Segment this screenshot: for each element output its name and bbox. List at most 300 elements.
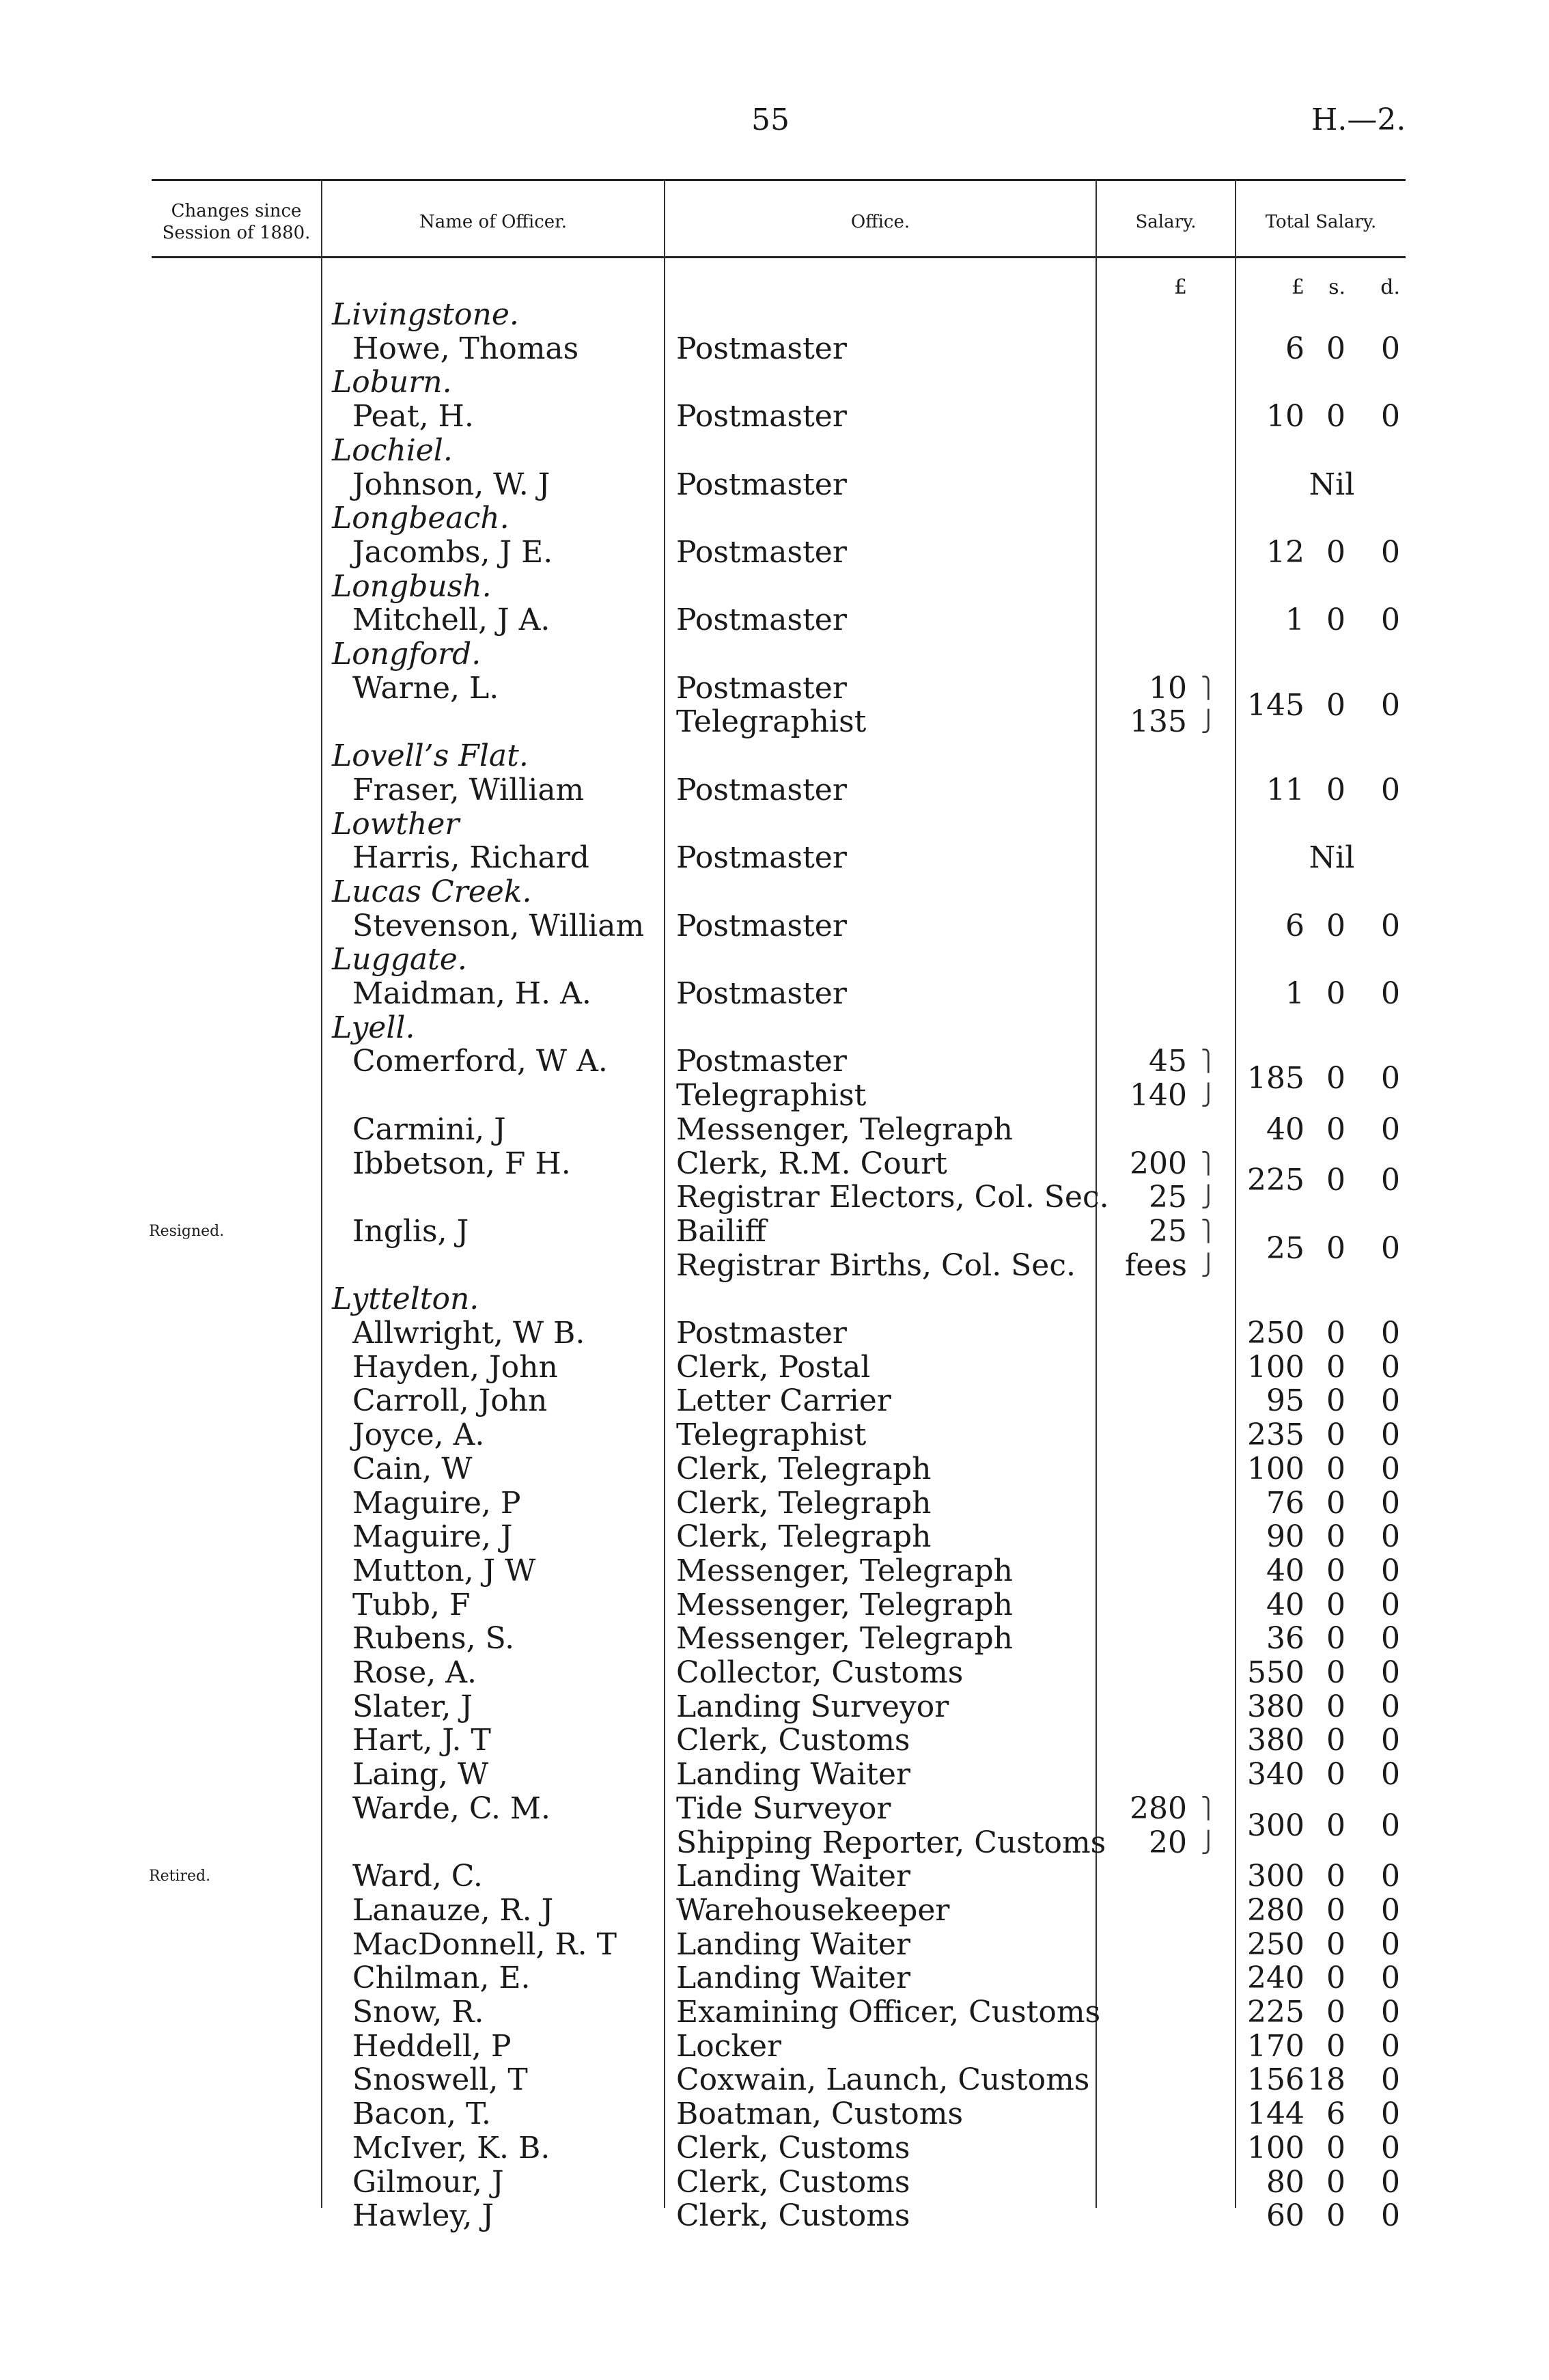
officer-name: Hayden, John bbox=[352, 1349, 558, 1385]
locality-heading bbox=[0, 298, 1549, 332]
total-pounds: 100 bbox=[1247, 1349, 1304, 1385]
officer-name: Maidman, H. A. bbox=[352, 976, 591, 1011]
officer-name: Harris, Richard bbox=[352, 840, 589, 876]
total-pence: 0 bbox=[1381, 1689, 1400, 1724]
locality-name: Longbeach. bbox=[332, 501, 510, 536]
brace-mark: ⎭ bbox=[1201, 1083, 1216, 1108]
total-pence: 0 bbox=[1381, 1553, 1400, 1588]
officer-name: Fraser, William bbox=[352, 772, 585, 807]
office-title: Collector, Customs bbox=[676, 1655, 964, 1690]
office-title: Examining Officer, Customs bbox=[676, 1995, 1101, 2030]
office-title: Registrar Electors, Col. Sec. bbox=[676, 1180, 1109, 1215]
officer-name: Carmini, J bbox=[352, 1111, 506, 1147]
column-header-office: Office. bbox=[850, 211, 910, 232]
locality-heading bbox=[0, 943, 1549, 977]
total-pounds: 300 bbox=[1247, 1859, 1304, 1894]
locality-name: Longford. bbox=[332, 637, 482, 672]
office-title: Messenger, Telegraph bbox=[676, 1553, 1014, 1588]
officer-name: Allwright, W B. bbox=[352, 1316, 585, 1351]
salary-value: 25 bbox=[1149, 1213, 1187, 1249]
salary-value: 135 bbox=[1130, 704, 1187, 740]
table-row bbox=[0, 1758, 1549, 1792]
total-shillings: 0 bbox=[1326, 1757, 1345, 1793]
total-pounds: 6 bbox=[1285, 908, 1304, 943]
locality-heading bbox=[0, 807, 1549, 842]
office-title: Postmaster bbox=[676, 399, 847, 434]
office-title: Boatman, Customs bbox=[676, 2097, 964, 2132]
office-title: Landing Surveyor bbox=[676, 1689, 949, 1724]
total-shillings: 0 bbox=[1326, 2198, 1345, 2234]
total-shillings: 0 bbox=[1326, 1316, 1345, 1351]
salary-value: fees bbox=[1125, 1247, 1187, 1283]
table-row bbox=[0, 1894, 1549, 1928]
locality-name: Longbush. bbox=[332, 568, 492, 604]
locality-name: Livingstone. bbox=[332, 297, 519, 332]
total-shillings: 0 bbox=[1326, 2028, 1345, 2064]
table-header-rule bbox=[152, 256, 1406, 258]
total-pence: 0 bbox=[1381, 603, 1400, 638]
total-shillings: 0 bbox=[1326, 1621, 1345, 1657]
total-shillings: 0 bbox=[1326, 1587, 1345, 1622]
column-header-total: Total Salary. bbox=[1265, 211, 1377, 232]
office-title: Telegraphist bbox=[676, 1417, 867, 1453]
total-nil: Nil bbox=[1309, 467, 1355, 502]
page-number: 55 bbox=[751, 102, 790, 137]
table-row bbox=[0, 1995, 1549, 2030]
total-pounds: 40 bbox=[1266, 1111, 1304, 1147]
officer-name: Hawley, J bbox=[352, 2198, 494, 2234]
total-pounds: 1 bbox=[1285, 976, 1304, 1011]
office-title: Telegraphist bbox=[676, 704, 867, 740]
table-row bbox=[0, 1418, 1549, 1452]
total-shillings: 0 bbox=[1326, 1383, 1345, 1419]
table-row bbox=[0, 536, 1549, 570]
total-shillings: 0 bbox=[1326, 1061, 1345, 1096]
total-pounds: 25 bbox=[1266, 1230, 1304, 1266]
total-pence: 0 bbox=[1381, 2130, 1400, 2165]
locality-heading bbox=[0, 365, 1549, 400]
office-title: Tide Surveyor bbox=[676, 1790, 891, 1826]
table-row bbox=[0, 1351, 1549, 1385]
total-pounds: 240 bbox=[1247, 1961, 1304, 1996]
total-shillings: 0 bbox=[1326, 1859, 1345, 1894]
table-row bbox=[0, 1316, 1549, 1351]
table-row bbox=[0, 2063, 1549, 2097]
total-pounds: 90 bbox=[1266, 1519, 1304, 1555]
locality-heading bbox=[0, 875, 1549, 909]
brace-mark: ⎫ bbox=[1201, 1219, 1216, 1243]
total-shillings: 0 bbox=[1326, 1230, 1345, 1266]
total-pence: 0 bbox=[1381, 1859, 1400, 1894]
officer-name: Laing, W bbox=[352, 1757, 489, 1793]
total-pounds: 76 bbox=[1266, 1485, 1304, 1521]
total-shillings: 0 bbox=[1326, 1689, 1345, 1724]
officer-name: Ibbetson, F H. bbox=[352, 1146, 571, 1181]
office-title: Clerk, Telegraph bbox=[676, 1519, 932, 1555]
table-row bbox=[0, 1792, 1549, 1826]
officer-name: Jacombs, J E. bbox=[352, 534, 553, 570]
office-title: Letter Carrier bbox=[676, 1383, 891, 1419]
table-row bbox=[0, 672, 1549, 706]
total-pounds: 80 bbox=[1266, 2164, 1304, 2200]
total-pence: 0 bbox=[1381, 534, 1400, 570]
officer-name: Howe, Thomas bbox=[352, 331, 579, 366]
total-shillings: 0 bbox=[1326, 1995, 1345, 2030]
total-pence: 0 bbox=[1381, 976, 1400, 1011]
table-row bbox=[0, 2097, 1549, 2131]
table-row bbox=[0, 1622, 1549, 1656]
total-shillings: 0 bbox=[1326, 687, 1345, 723]
total-pounds: 10 bbox=[1266, 399, 1304, 434]
total-pence: 0 bbox=[1381, 399, 1400, 434]
total-shillings: 0 bbox=[1326, 331, 1345, 366]
officer-name: Johnson, W. J bbox=[352, 467, 550, 502]
pounds-unit: £ bbox=[1291, 275, 1304, 299]
office-title: Warehousekeeper bbox=[676, 1892, 950, 1928]
change-note: Resigned. bbox=[149, 1222, 225, 1240]
office-title: Clerk, Customs bbox=[676, 2164, 910, 2200]
total-shillings: 0 bbox=[1326, 772, 1345, 807]
total-pounds: 1 bbox=[1285, 603, 1304, 638]
total-pounds: 100 bbox=[1247, 1451, 1304, 1486]
table-row bbox=[0, 1554, 1549, 1588]
locality-heading bbox=[0, 637, 1549, 672]
column-header-salary: Salary. bbox=[1135, 211, 1197, 232]
office-title: Postmaster bbox=[676, 1044, 847, 1079]
total-pounds: 11 bbox=[1266, 772, 1304, 807]
table-row bbox=[0, 2030, 1549, 2064]
total-pence: 0 bbox=[1381, 1519, 1400, 1555]
total-pounds: 36 bbox=[1266, 1621, 1304, 1657]
officer-name: Rose, A. bbox=[352, 1655, 477, 1690]
total-pounds: 225 bbox=[1247, 1163, 1304, 1198]
brace-mark: ⎫ bbox=[1201, 1796, 1216, 1821]
total-shillings: 0 bbox=[1326, 1163, 1345, 1198]
locality-heading bbox=[0, 434, 1549, 468]
table-row bbox=[0, 1656, 1549, 1690]
total-pounds: 170 bbox=[1247, 2028, 1304, 2064]
total-pence: 0 bbox=[1381, 2028, 1400, 2064]
total-pounds: 380 bbox=[1247, 1723, 1304, 1758]
total-shillings: 0 bbox=[1326, 1451, 1345, 1486]
salary-value: 140 bbox=[1130, 1078, 1187, 1113]
total-pence: 0 bbox=[1381, 1757, 1400, 1793]
locality-name: Lovell’s Flat. bbox=[332, 738, 529, 774]
officer-name: Chilman, E. bbox=[352, 1961, 531, 1996]
locality-name: Lochiel. bbox=[332, 432, 453, 468]
total-pence: 0 bbox=[1381, 1061, 1400, 1096]
office-title: Postmaster bbox=[676, 908, 847, 943]
change-note: Retired. bbox=[149, 1868, 211, 1885]
table-row bbox=[0, 2131, 1549, 2165]
total-shillings: 6 bbox=[1326, 2097, 1345, 2132]
total-shillings: 0 bbox=[1326, 1553, 1345, 1588]
table-row bbox=[0, 1486, 1549, 1521]
total-pounds: 145 bbox=[1247, 687, 1304, 723]
total-pence: 0 bbox=[1381, 1723, 1400, 1758]
total-pence: 0 bbox=[1381, 687, 1400, 723]
office-title: Postmaster bbox=[676, 670, 847, 706]
brace-mark: ⎭ bbox=[1201, 710, 1216, 734]
office-title: Postmaster bbox=[676, 840, 847, 876]
office-title: Postmaster bbox=[676, 976, 847, 1011]
total-shillings: 18 bbox=[1307, 2062, 1345, 2098]
table-row bbox=[0, 2199, 1549, 2233]
office-title: Registrar Births, Col. Sec. bbox=[676, 1247, 1076, 1283]
total-pence: 0 bbox=[1381, 1926, 1400, 1962]
brace-mark: ⎭ bbox=[1201, 1185, 1216, 1210]
total-shillings: 0 bbox=[1326, 603, 1345, 638]
table-row bbox=[0, 1724, 1549, 1758]
table-row bbox=[0, 1690, 1549, 1724]
officer-name: Inglis, J bbox=[352, 1213, 469, 1249]
officer-name: Lanauze, R. J bbox=[352, 1892, 554, 1928]
locality-name: Lyttelton. bbox=[332, 1282, 479, 1317]
total-shillings: 0 bbox=[1326, 1111, 1345, 1147]
document-code: H.—2. bbox=[1311, 102, 1406, 137]
table-row bbox=[0, 1079, 1549, 1113]
table-top-rule bbox=[152, 179, 1406, 181]
table-row bbox=[0, 603, 1549, 637]
officer-name: Comerford, W A. bbox=[352, 1044, 608, 1079]
brace-mark: ⎭ bbox=[1201, 1830, 1216, 1855]
officer-name: Carroll, John bbox=[352, 1383, 548, 1419]
total-shillings: 0 bbox=[1326, 1349, 1345, 1385]
office-title: Postmaster bbox=[676, 772, 847, 807]
office-title: Landing Waiter bbox=[676, 1926, 910, 1962]
table-row bbox=[0, 1588, 1549, 1622]
total-nil: Nil bbox=[1309, 840, 1355, 876]
officer-name: McIver, K. B. bbox=[352, 2130, 550, 2165]
table-row bbox=[0, 400, 1549, 434]
table-row bbox=[0, 1384, 1549, 1418]
total-shillings: 0 bbox=[1326, 908, 1345, 943]
officer-name: Maguire, P bbox=[352, 1485, 521, 1521]
office-title: Clerk, Customs bbox=[676, 1723, 910, 1758]
total-pounds: 250 bbox=[1247, 1926, 1304, 1962]
office-title: Postmaster bbox=[676, 1316, 847, 1351]
table-row bbox=[0, 841, 1549, 875]
table-row bbox=[0, 909, 1549, 943]
total-shillings: 0 bbox=[1326, 1808, 1345, 1843]
table-row bbox=[0, 2165, 1549, 2200]
office-title: Postmaster bbox=[676, 603, 847, 638]
office-title: Messenger, Telegraph bbox=[676, 1587, 1014, 1622]
officer-name: Snoswell, T bbox=[352, 2062, 528, 2098]
total-shillings: 0 bbox=[1326, 2130, 1345, 2165]
total-pounds: 550 bbox=[1247, 1655, 1304, 1690]
salary-value: 10 bbox=[1149, 670, 1187, 706]
salary-unit: £ bbox=[1173, 275, 1187, 299]
column-header-changes: Changes since Session of 1880. bbox=[162, 200, 311, 243]
officer-name: Snow, R. bbox=[352, 1995, 484, 2030]
total-pence: 0 bbox=[1381, 1349, 1400, 1385]
total-shillings: 0 bbox=[1326, 1485, 1345, 1521]
pence-unit: d. bbox=[1380, 275, 1400, 299]
officer-name: MacDonnell, R. T bbox=[352, 1926, 617, 1962]
office-title: Telegraphist bbox=[676, 1078, 867, 1113]
salary-value: 280 bbox=[1130, 1790, 1187, 1826]
officer-name: Heddell, P bbox=[352, 2028, 512, 2064]
total-pence: 0 bbox=[1381, 2164, 1400, 2200]
total-pence: 0 bbox=[1381, 331, 1400, 366]
office-title: Clerk, Telegraph bbox=[676, 1451, 932, 1486]
total-shillings: 0 bbox=[1326, 976, 1345, 1011]
officer-name: Mutton, J W bbox=[352, 1553, 536, 1588]
total-pence: 0 bbox=[1381, 772, 1400, 807]
total-pounds: 250 bbox=[1247, 1316, 1304, 1351]
total-pounds: 235 bbox=[1247, 1417, 1304, 1453]
table-row bbox=[0, 1147, 1549, 1181]
total-pence: 0 bbox=[1381, 1892, 1400, 1928]
office-title: Landing Waiter bbox=[676, 1859, 910, 1894]
salary-value: 20 bbox=[1149, 1825, 1187, 1860]
officer-name: Rubens, S. bbox=[352, 1621, 515, 1657]
table-row bbox=[0, 468, 1549, 502]
salary-value: 45 bbox=[1149, 1044, 1187, 1079]
locality-name: Lucas Creek. bbox=[332, 874, 532, 909]
total-shillings: 0 bbox=[1326, 1926, 1345, 1962]
total-pounds: 380 bbox=[1247, 1689, 1304, 1724]
table-row bbox=[0, 1180, 1549, 1215]
total-pence: 0 bbox=[1381, 1621, 1400, 1657]
officer-name: Cain, W bbox=[352, 1451, 473, 1486]
locality-heading bbox=[0, 501, 1549, 536]
total-pence: 0 bbox=[1381, 1961, 1400, 1996]
total-pence: 0 bbox=[1381, 1316, 1400, 1351]
office-title: Bailiff bbox=[676, 1213, 767, 1249]
total-pence: 0 bbox=[1381, 1587, 1400, 1622]
office-title: Shipping Reporter, Customs bbox=[676, 1825, 1106, 1860]
table-row bbox=[0, 977, 1549, 1011]
locality-name: Loburn. bbox=[332, 365, 452, 400]
total-pounds: 300 bbox=[1247, 1808, 1304, 1843]
total-pence: 0 bbox=[1381, 1655, 1400, 1690]
total-pounds: 6 bbox=[1285, 331, 1304, 366]
office-title: Locker bbox=[676, 2028, 782, 2064]
total-pounds: 225 bbox=[1247, 1995, 1304, 2030]
total-pence: 0 bbox=[1381, 1995, 1400, 2030]
office-title: Postmaster bbox=[676, 534, 847, 570]
total-shillings: 0 bbox=[1326, 1417, 1345, 1453]
total-shillings: 0 bbox=[1326, 1655, 1345, 1690]
officer-name: Bacon, T. bbox=[352, 2097, 491, 2132]
office-title: Clerk, Customs bbox=[676, 2198, 910, 2234]
total-shillings: 0 bbox=[1326, 1723, 1345, 1758]
total-pence: 0 bbox=[1381, 1417, 1400, 1453]
office-title: Postmaster bbox=[676, 467, 847, 502]
table-row bbox=[0, 1826, 1549, 1860]
table-row bbox=[0, 1859, 1549, 1894]
shillings-unit: s. bbox=[1328, 275, 1345, 299]
total-pounds: 280 bbox=[1247, 1892, 1304, 1928]
locality-heading bbox=[0, 739, 1549, 773]
office-title: Messenger, Telegraph bbox=[676, 1621, 1014, 1657]
total-shillings: 0 bbox=[1326, 1892, 1345, 1928]
locality-name: Lyell. bbox=[332, 1010, 415, 1045]
table-row bbox=[0, 1452, 1549, 1486]
total-shillings: 0 bbox=[1326, 1961, 1345, 1996]
salary-value: 25 bbox=[1149, 1180, 1187, 1215]
office-title: Clerk, Customs bbox=[676, 2130, 910, 2165]
total-shillings: 0 bbox=[1326, 534, 1345, 570]
table-row bbox=[0, 1215, 1549, 1249]
total-pounds: 185 bbox=[1247, 1061, 1304, 1096]
officer-name: Warne, L. bbox=[352, 670, 499, 706]
total-pounds: 60 bbox=[1266, 2198, 1304, 2234]
table-row bbox=[0, 1520, 1549, 1554]
column-header-name: Name of Officer. bbox=[419, 211, 567, 232]
total-pounds: 40 bbox=[1266, 1553, 1304, 1588]
table-row bbox=[0, 1928, 1549, 1962]
officer-name: Hart, J. T bbox=[352, 1723, 491, 1758]
total-pence: 0 bbox=[1381, 1451, 1400, 1486]
office-title: Messenger, Telegraph bbox=[676, 1111, 1014, 1147]
total-shillings: 0 bbox=[1326, 2164, 1345, 2200]
officer-name: Gilmour, J bbox=[352, 2164, 504, 2200]
total-pence: 0 bbox=[1381, 1383, 1400, 1419]
locality-name: Lowther bbox=[332, 806, 460, 842]
table-row bbox=[0, 773, 1549, 807]
officer-name: Mitchell, J A. bbox=[352, 603, 550, 638]
office-title: Landing Waiter bbox=[676, 1961, 910, 1996]
total-shillings: 0 bbox=[1326, 399, 1345, 434]
table-row bbox=[0, 332, 1549, 366]
total-pounds: 95 bbox=[1266, 1383, 1304, 1419]
officer-name: Joyce, A. bbox=[352, 1417, 485, 1453]
officer-name: Tubb, F bbox=[352, 1587, 471, 1622]
table-row bbox=[0, 705, 1549, 739]
officer-name: Maguire, J bbox=[352, 1519, 513, 1555]
officer-name: Ward, C. bbox=[352, 1859, 483, 1894]
officer-name: Slater, J bbox=[352, 1689, 473, 1724]
table-row bbox=[0, 1113, 1549, 1147]
total-pence: 0 bbox=[1381, 1230, 1400, 1266]
table-row bbox=[0, 1044, 1549, 1079]
office-title: Clerk, R.M. Court bbox=[676, 1146, 947, 1181]
office-title: Postmaster bbox=[676, 331, 847, 366]
locality-heading bbox=[0, 1282, 1549, 1316]
total-pence: 0 bbox=[1381, 2198, 1400, 2234]
officer-name: Warde, C. M. bbox=[352, 1790, 550, 1826]
total-pounds: 100 bbox=[1247, 2130, 1304, 2165]
total-pence: 0 bbox=[1381, 1163, 1400, 1198]
brace-mark: ⎫ bbox=[1201, 676, 1216, 700]
total-pounds: 40 bbox=[1266, 1587, 1304, 1622]
office-title: Landing Waiter bbox=[676, 1757, 910, 1793]
total-pence: 0 bbox=[1381, 908, 1400, 943]
brace-mark: ⎭ bbox=[1201, 1253, 1216, 1277]
locality-heading bbox=[0, 570, 1549, 604]
total-pounds: 12 bbox=[1266, 534, 1304, 570]
total-pence: 0 bbox=[1381, 1485, 1400, 1521]
officer-name: Stevenson, William bbox=[352, 908, 645, 943]
office-title: Clerk, Postal bbox=[676, 1349, 871, 1385]
total-pence: 0 bbox=[1381, 2097, 1400, 2132]
total-pence: 0 bbox=[1381, 1111, 1400, 1147]
total-pence: 0 bbox=[1381, 1808, 1400, 1843]
officer-name: Peat, H. bbox=[352, 399, 474, 434]
locality-heading bbox=[0, 1011, 1549, 1045]
total-shillings: 0 bbox=[1326, 1519, 1345, 1555]
brace-mark: ⎫ bbox=[1201, 1151, 1216, 1176]
office-title: Clerk, Telegraph bbox=[676, 1485, 932, 1521]
total-pence: 0 bbox=[1381, 2062, 1400, 2098]
table-row bbox=[0, 1249, 1549, 1283]
locality-name: Luggate. bbox=[332, 942, 467, 978]
total-pounds: 144 bbox=[1247, 2097, 1304, 2132]
table-row bbox=[0, 1961, 1549, 1995]
